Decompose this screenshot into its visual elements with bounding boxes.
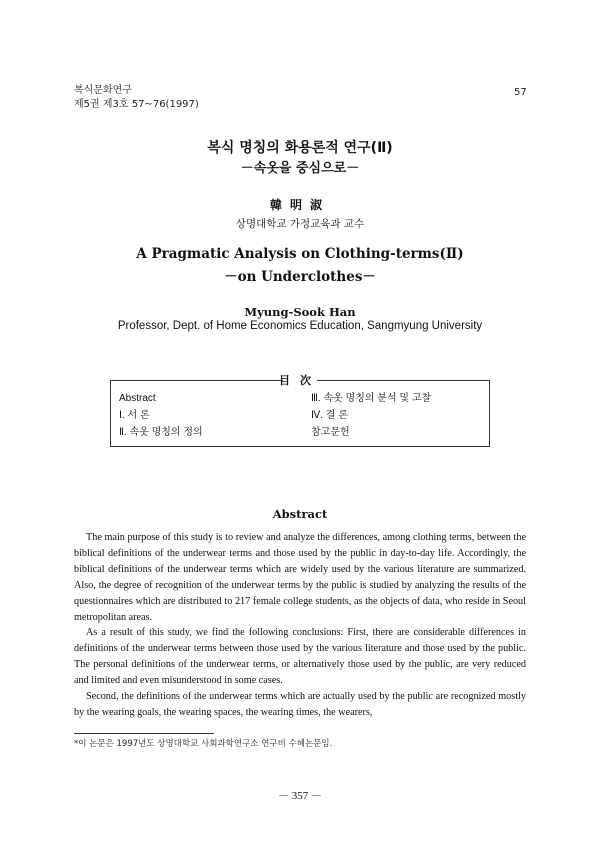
korean-author: 韓明淑 bbox=[269, 198, 330, 212]
korean-affiliation: 상명대학교 가정교육과 교수 bbox=[235, 218, 365, 230]
abstract-paragraph: As a result of this study, we find the following conclusions: First, there are considerable differences in definitions of the underwear terms between those used by the various literature and those used by the public. The personal definitions of the underwear terms, or alternatively those used by the public, are very reduced and limited and even misunderstood in some cases. bbox=[74, 627, 526, 687]
english-subtitle: －on Underclothes－ bbox=[224, 269, 376, 285]
page-number-bottom: － 357 － bbox=[278, 790, 322, 802]
english-title: A Pragmatic Analysis on Clothing-terms(Ⅱ) bbox=[136, 246, 464, 262]
korean-subtitle: －속옷을 중심으로－ bbox=[240, 161, 360, 176]
toc-right-column bbox=[311, 390, 431, 441]
abstract-paragraph: The main purpose of this study is to review and analyze the differences, among clothing terms, between the biblical definitions of the underwear terms and those used by the public in day-to-day life. Accordingly, the biblical definitions of the underwear terms which are widely used by the various literature are summarized. Also, the degree of recognition of the underwear terms by the public is studied by analyzing the results of the questionnaires which are distributed to 217 female college students, as the objects of data, who reside in Seoul metropolitan areas. bbox=[74, 532, 526, 623]
footnote: *이 논문은 1997년도 상명대학교 사회과학연구소 연구비 수혜논문임. bbox=[74, 739, 333, 749]
journal-name: 복식문화연구 bbox=[74, 85, 132, 96]
toc-item: Ⅳ. 결 론 bbox=[311, 410, 348, 421]
english-author: Myung-Sook Han bbox=[244, 305, 356, 319]
toc-item: Ⅲ. 속옷 명칭의 분석 및 고찰 bbox=[311, 393, 432, 404]
table-of-contents bbox=[110, 374, 490, 447]
journal-volume: 제5권 제3호 57~76(1997) bbox=[74, 99, 199, 110]
footnote-rule bbox=[74, 733, 214, 734]
english-affiliation: Professor, Dept. of Home Economics Education, Sangmyung University bbox=[117, 320, 483, 332]
abstract-heading: Abstract bbox=[272, 507, 328, 521]
toc-heading: 目次 bbox=[279, 374, 321, 387]
toc-item: 참고문헌 bbox=[311, 427, 350, 438]
abstract-body bbox=[74, 530, 526, 721]
page-number-top: 57 bbox=[514, 87, 527, 98]
toc-left-column bbox=[119, 390, 203, 441]
toc-item: Ⅱ. 속옷 명칭의 정의 bbox=[119, 427, 203, 438]
korean-title: 복식 명칭의 화용론적 연구(Ⅱ) bbox=[207, 140, 393, 156]
journal-header bbox=[74, 84, 199, 112]
toc-item: Ⅰ. 서 론 bbox=[119, 410, 150, 421]
abstract-paragraph: Second, the definitions of the underwear terms which are actually used by the public are recognized mostly by the wearing goals, the wearing spaces, the wearing times, the wearers, bbox=[74, 691, 526, 718]
toc-item: Abstract bbox=[119, 393, 156, 404]
